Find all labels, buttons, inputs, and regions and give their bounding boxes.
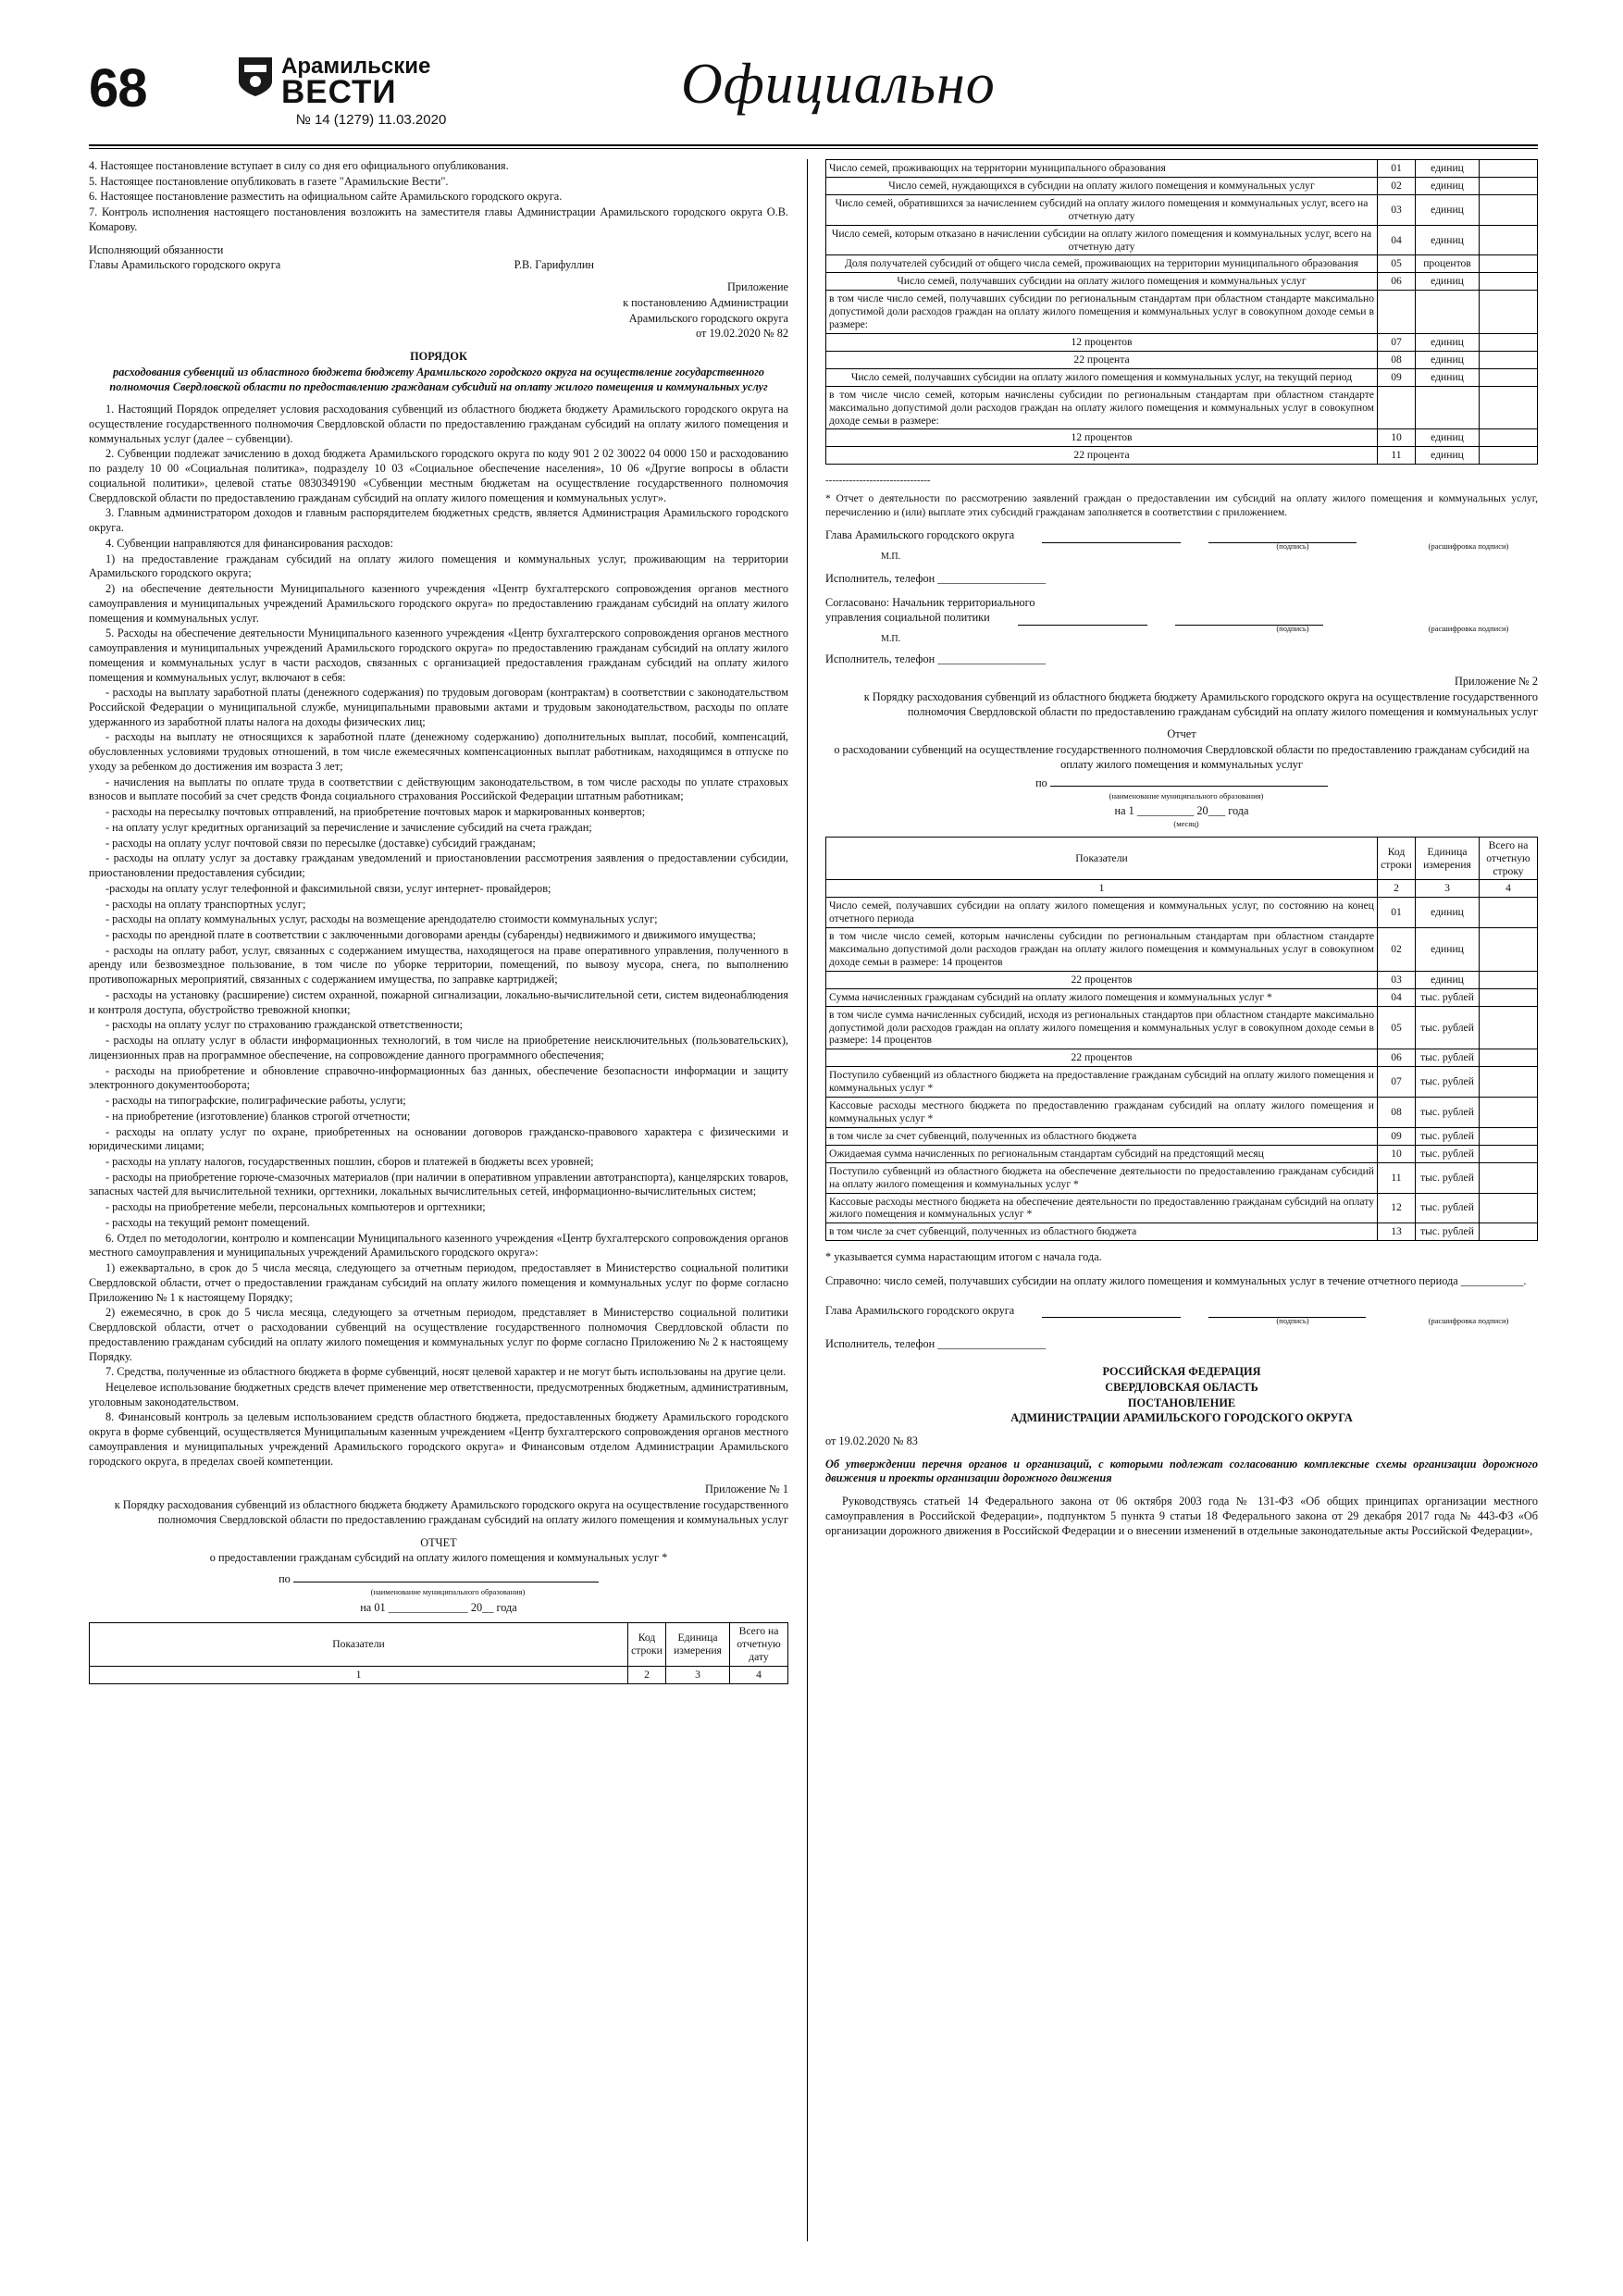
appendix-line: Арамильского городского округа: [628, 311, 788, 325]
row-code: 03: [1378, 971, 1416, 988]
order-paragraph: - расходы на типографские, полиграфические работы, услуги;: [105, 1094, 406, 1108]
decree-body: Руководствуясь статьей 14 Федерального закона от 06 октября 2003 года № 131-ФЗ «Об общих принципах организации местного самоуправления в Российской Федерации», подпунктом 5 пункта 9 статьи 18 Федерального закона от 29 декабря 2017 года № 443-ФЗ «Об организации дорожного движения в Российской Федерации и о внесении изменений в отдельные законодательные акты Российской Федерации»,: [825, 1495, 1538, 1537]
row-unit: тыс. рублей: [1416, 1098, 1480, 1128]
order-paragraph: -расходы на оплату услуг телефонной и факсимильной связи, услуг интернет- провайдеров;: [105, 881, 551, 895]
row-total: [1480, 447, 1538, 465]
decree-line-4: АДМИНИСТРАЦИИ АРАМИЛЬСКОГО ГОРОДСКОГО ОКРУГА: [1010, 1411, 1353, 1425]
row-code: 09: [1378, 368, 1416, 386]
order-paragraph: - расходы на оплату транспортных услуг;: [105, 897, 306, 911]
row-label: в том числе сумма начисленных субсидий, исходя из региональных стандартов при областном стандарте максимально допустимой доли расходов граждан на оплату жилого помещения и коммунальных услуг в совокупном доходе семьи в размере: 14 процентов: [826, 1006, 1378, 1049]
row-code: 05: [1378, 1006, 1416, 1049]
td2-num-1: 1: [826, 880, 1378, 898]
row-label: 12 процентов: [826, 429, 1378, 447]
report2-subtitle: о расходовании субвенций на осуществление государственного полномочия Свердловской области по предоставлению гражданам субсидий на оплату жилого помещения и коммунальных услуг: [834, 743, 1530, 771]
row-unit: тыс. рублей: [1416, 1162, 1480, 1193]
report2-table: [825, 837, 1538, 1242]
sig-head-label: Глава Арамильского городского округа: [825, 528, 1015, 542]
row-unit: тыс. рублей: [1416, 1223, 1480, 1241]
order-subtitle: расходования субвенций из областного бюджета бюджету Арамильского городского округа на осуществление государственного полномочия Свердловской области по предоставлению гражданам субсидий на оплату жилого помещения и коммунальных услуг: [109, 365, 768, 393]
decree-item: 4. Настоящее постановление вступает в силу со дня его официального опубликования.: [89, 159, 509, 172]
sig2-head-label: Глава Арамильского городского округа: [825, 1303, 1015, 1317]
table-row: [826, 225, 1538, 255]
order-paragraph: 5. Расходы на обеспечение деятельности Муниципального казенного учреждения «Центр бухгалтерского сопровождения органов местного самоуправления и муниципальных учреждений Арамильского городского округа» по предоставлению гражданам субсидий на оплату жилого помещения и коммунальных услуг в части расходов, связанных с организацией предоставления гражданам субсидий на оплату жилого помещения и коммунальных услуг, включают в себя:: [89, 627, 788, 684]
order-paragraph: 2) на обеспечение деятельности Муниципального казенного учреждения «Центр бухгалтерского сопровождения органов местного самоуправления и муниципальных учреждений Арамильского городского округа» по предоставлению гражданам субсидий на оплату жилого помещения и коммунальных услуг.: [89, 582, 788, 625]
decree-line-2: СВЕРДЛОВСКАЯ ОБЛАСТЬ: [1105, 1380, 1258, 1394]
order-paragraph: 4. Субвенции направляются для финансирования расходов:: [105, 536, 393, 550]
appendix2-body: к Порядку расходования субвенций из областного бюджета бюджету Арамильского городского округа на осуществление государственного полномочия Свердловской области по предоставлению гражданам субсидий на оплату жилого помещения и коммунальных услуг: [863, 689, 1538, 718]
table-row: [826, 1127, 1538, 1145]
th-total: Всего на отчетную дату: [730, 1623, 788, 1667]
row-total: [1480, 1006, 1538, 1049]
row-label: Число семей, обратившихся за начислением субсидий на оплату жилого помещения и коммунальных услуг, всего на отчетную дату: [826, 194, 1378, 225]
table-row: [826, 255, 1538, 273]
table-row: [826, 273, 1538, 291]
table-row: [826, 1067, 1538, 1098]
row-total: [1480, 1067, 1538, 1098]
table-row: [826, 988, 1538, 1006]
row-code: 10: [1378, 1145, 1416, 1162]
table-row: [826, 1162, 1538, 1193]
order-paragraph: - расходы на оплату услуг в области информационных технологий, в том числе на приобретение неисключительных (пользовательских), лицензионных прав на программное обеспечение, на сопровождение данного программного обеспечения;: [89, 1034, 788, 1061]
order-paragraph: 8. Финансовый контроль за целевым использованием средств областного бюджета, предоставленных бюджету Арамильского городского округа в форме субвенций, осуществляется Муниципальным казенным учреждением «Центр бухгалтерского сопровождения органов местного самоуправления и муниципальных учреждений Арамильского городского округа» и Финансовым отделом Администрации Арамильского городского округа, в пределах своей компетенции.: [89, 1410, 788, 1468]
sig2-note-signature: (подпись): [1276, 1316, 1309, 1326]
sig-executor-1: Исполнитель, телефон ___________________: [825, 572, 1047, 586]
row-label: Число семей, которым отказано в начислении субсидии на оплату жилого помещения и коммунальных услуг, всего на отчетную дату: [826, 225, 1378, 255]
footnote-divider: -------------------------------: [825, 475, 931, 487]
table-row: [826, 291, 1538, 334]
appendix-line: Приложение: [727, 280, 788, 294]
footnote-1: * Отчет о деятельности по рассмотрению заявлений граждан о предоставлении им субсидий на оплату жилого помещения и коммунальных услуг, перечислению и (или) выплате этих субсидий гражданам заполняется в соответствии с приложением.: [825, 493, 1538, 518]
order-paragraph: - начисления на выплаты по оплате труда в соответствии с действующим законодательством, в том числе расходы по уплате страховых взносов и выплате пособий за счет средств Фонда социального страхования Российской Федерации штатным работникам;: [89, 775, 788, 803]
order-paragraph: - расходы на приобретение мебели, персональных компьютеров и оргтехники;: [105, 1200, 486, 1214]
row-unit: тыс. рублей: [1416, 1127, 1480, 1145]
header-divider-2: [89, 148, 1538, 149]
row-code: 05: [1378, 255, 1416, 273]
row-unit: единиц: [1416, 194, 1480, 225]
td-num-2: 2: [628, 1667, 666, 1684]
row-total: [1480, 1127, 1538, 1145]
row-label: в том числе за счет субвенций, полученных из областного бюджета: [826, 1223, 1378, 1241]
order-paragraph: - на оплату услуг кредитных организаций за перечисление и зачисление субсидий на счета граждан;: [105, 820, 592, 834]
row-label: 12 процентов: [826, 333, 1378, 351]
order-paragraph: Нецелевое использование бюджетных средств влечет применение мер ответственности, предусмотренных бюджетным, административным, уголовным законодательством.: [89, 1381, 788, 1409]
order-paragraph: - расходы на установку (расширение) систем охранной, пожарной сигнализации, локально-вычислительной сети, систем видеонаблюдения и контроля доступа, обустройство тревожной кнопки;: [89, 987, 788, 1016]
order-paragraph: 1. Настоящий Порядок определяет условия расходования субвенций из областного бюджета бюджету Арамильского городского округа на осуществление государственного полномочия Свердловской области по предоставлению гражданам субсидий на оплату жилого помещения и коммунальных услуг (далее – субвенции).: [89, 403, 788, 445]
row-unit: тыс. рублей: [1416, 1049, 1480, 1067]
order-paragraph: 7. Средства, полученные из областного бюджета в форме субвенций, носят целевой характер и не могут быть использованы на другие цели.: [105, 1365, 787, 1379]
issue-info: № 14 (1279) 11.03.2020: [295, 112, 447, 128]
row-code: [1378, 291, 1416, 334]
report-subtitle: о предоставлении гражданам субсидий на оплату жилого помещения и коммунальных услуг *: [209, 1551, 668, 1565]
signer-role-1: Исполняющий обязанности: [89, 242, 224, 256]
decree-item: 5. Настоящее постановление опубликовать в газете "Арамильские Вести".: [89, 174, 449, 188]
mp-label-1: М.П.: [881, 551, 901, 562]
th-unit: Единица измерения: [666, 1623, 730, 1667]
row-total: [1480, 160, 1538, 178]
table-row: [826, 368, 1538, 386]
td-num-3: 3: [666, 1667, 730, 1684]
table-row: [826, 971, 1538, 988]
appendix-line: от 19.02.2020 № 82: [696, 327, 788, 341]
row-label: 22 процента: [826, 351, 1378, 368]
sig-note-name-2: (расшифровка подписи): [1428, 623, 1509, 633]
order-paragraph: - расходы на текущий ремонт помещений.: [105, 1215, 310, 1229]
row-unit: тыс. рублей: [1416, 1067, 1480, 1098]
table-row: [826, 429, 1538, 447]
decree-line-3: ПОСТАНОВЛЕНИЕ: [1127, 1396, 1236, 1409]
row-code: 08: [1378, 1098, 1416, 1128]
report1-table-continued: [825, 159, 1538, 465]
table-header-row: [90, 1623, 788, 1667]
order-paragraph: - расходы на выплату заработной платы (денежного содержания) по трудовым договорам (контрактам) в соответствии с законодательством Российской Федерации о муниципальной службе, муниципальными правовыми актами и трудовым законодательством, расходы по оплате удержанного из заработной платы налога на доходы физических лиц;: [89, 686, 788, 728]
row-total: [1480, 351, 1538, 368]
order-paragraph: - на приобретение (изготовление) бланков строгой отчетности;: [105, 1109, 411, 1123]
row-label: Доля получателей субсидий от общего числа семей, проживающих на территории муниципального образования: [826, 255, 1378, 273]
row-total: [1480, 291, 1538, 334]
table-row: [826, 898, 1538, 928]
signature-block-1: [825, 528, 1538, 667]
row-code: 07: [1378, 1067, 1416, 1098]
row-total: [1480, 273, 1538, 291]
page-number: 68: [89, 58, 147, 118]
th-code: Код строки: [628, 1623, 666, 1667]
sig-note-signature-2: (подпись): [1276, 623, 1309, 633]
row-label: в том числе число семей, которым начислены субсидии по региональным стандартам при областном стандарте максимально допустимой доли расходов граждан на оплату жилого помещения и коммунальных услуг в совокупном доходе семьи в размере: 14 процентов: [826, 928, 1378, 972]
table-row: [826, 194, 1538, 225]
row-code: 10: [1378, 429, 1416, 447]
row-total: [1480, 898, 1538, 928]
table-number-row: [90, 1667, 788, 1684]
row-unit: единиц: [1416, 225, 1480, 255]
row-label: Поступило субвенций из областного бюджета на обеспечение деятельности по предоставлению гражданам субсидий на оплату жилого помещения и коммунальных услуг *: [826, 1162, 1378, 1193]
signer-role-2: Главы Арамильского городского округа: [89, 258, 281, 272]
mp-label-2: М.П.: [881, 633, 901, 644]
row-unit: [1416, 291, 1480, 334]
table-row: [826, 177, 1538, 194]
row-unit: процентов: [1416, 255, 1480, 273]
row-total: [1480, 194, 1538, 225]
report1-table: [89, 1622, 788, 1684]
row-total: [1480, 386, 1538, 429]
row-label: 22 процентов: [826, 971, 1378, 988]
left-column: [89, 159, 788, 1684]
th-indicator: Показатели: [90, 1623, 628, 1667]
row-total: [1480, 255, 1538, 273]
order-paragraph: - расходы на приобретение и обновление справочно-информационных баз данных, обеспечение безопасности информации и защиту электронного документооборота;: [89, 1063, 788, 1092]
row-code: 01: [1378, 160, 1416, 178]
row-total: [1480, 333, 1538, 351]
row-code: 06: [1378, 273, 1416, 291]
sig-agree-line-2: управления социальной политики: [825, 610, 990, 624]
report-date-line: на 01 ______________ 20__ года: [360, 1600, 517, 1614]
sig2-note-name: (расшифровка подписи): [1428, 1316, 1509, 1326]
appendix1-title: Приложение № 1: [704, 1483, 788, 1496]
po-label: по: [279, 1572, 291, 1586]
row-code: 07: [1378, 333, 1416, 351]
order-paragraph: - расходы на оплату услуг по страхованию гражданской ответственности;: [105, 1018, 464, 1032]
column-divider: [807, 159, 808, 2241]
sig-agree-line-1: Согласовано: Начальник территориального: [825, 596, 1035, 610]
row-label: Кассовые расходы местного бюджета на обеспечение деятельности по предоставлению гражданам субсидий на оплату жилого помещения и коммунальных услуг *: [826, 1193, 1378, 1223]
table2-header-row: [826, 837, 1538, 880]
po-note: (наименование муниципального образования): [370, 1586, 526, 1596]
table-row: [826, 1049, 1538, 1067]
table-row: [826, 333, 1538, 351]
row-code: 02: [1378, 177, 1416, 194]
row-total: [1480, 928, 1538, 972]
footnote-2: * указывается сумма нарастающим итогом с начала года.: [825, 1250, 1102, 1264]
row-code: 02: [1378, 928, 1416, 972]
row-unit: [1416, 386, 1480, 429]
row-unit: тыс. рублей: [1416, 1145, 1480, 1162]
th2-code: Код строки: [1378, 837, 1416, 880]
td2-num-2: 2: [1378, 880, 1416, 898]
table2-number-row: [826, 880, 1538, 898]
row-code: 04: [1378, 988, 1416, 1006]
row-total: [1480, 1098, 1538, 1128]
row-code: 11: [1378, 447, 1416, 465]
report2-title: Отчет: [1167, 727, 1196, 741]
row-code: 04: [1378, 225, 1416, 255]
masthead: [89, 53, 1538, 139]
appendix1-body: к Порядку расходования субвенций из областного бюджета бюджету Арамильского городского округа на осуществление государственного полномочия Свердловской области по предоставлению гражданам субсидий на оплату жилого помещения и коммунальных услуг: [114, 1498, 788, 1526]
row-label: в том числе число семей, получавших субсидии по региональным стандартам при областном стандарте максимально допустимой доли расходов граждан на оплату жилого помещения и коммунальных услуг в совокупном доходе семьи в размере:: [826, 291, 1378, 334]
row-total: [1480, 177, 1538, 194]
reference-note: Справочно: число семей, получавших субсидии на оплату жилого помещения и коммунальных услуг в течение отчетного периода ___________.: [825, 1273, 1527, 1287]
td2-num-3: 3: [1416, 880, 1480, 898]
appendix-line: к постановлению Администрации: [623, 295, 788, 309]
signer-name: Р.В. Гарифуллин: [514, 258, 594, 272]
row-label: 22 процента: [826, 447, 1378, 465]
decree-line-1: РОССИЙСКАЯ ФЕДЕРАЦИЯ: [1102, 1365, 1261, 1379]
row-unit: единиц: [1416, 368, 1480, 386]
row-unit: единиц: [1416, 898, 1480, 928]
row-unit: единиц: [1416, 928, 1480, 972]
sig-executor-2: Исполнитель, телефон ___________________: [825, 652, 1047, 666]
row-code: 08: [1378, 351, 1416, 368]
row-code: [1378, 386, 1416, 429]
sig-note-signature: (подпись): [1276, 540, 1309, 551]
row-code: 13: [1378, 1223, 1416, 1241]
row-total: [1480, 368, 1538, 386]
table-row: [826, 160, 1538, 178]
row-unit: тыс. рублей: [1416, 988, 1480, 1006]
row-total: [1480, 225, 1538, 255]
order-paragraph: - расходы на уплату налогов, государственных пошлин, сборов и платежей в бюджеты всех уровней;: [105, 1155, 594, 1168]
row-total: [1480, 988, 1538, 1006]
order-paragraph: - расходы на приобретение горюче-смазочных материалов (при наличии в оперативном управлении автотранспорта), канцелярских товаров, запасных частей для вычислительной техники, оргтехники, локальных вычислительных сетей, информационно-вычислительных систем;: [89, 1170, 788, 1198]
right-column: [825, 159, 1538, 1539]
row-label: в том числе число семей, которым начислены субсидии по региональным стандартам при областном стандарте максимально допустимой доли расходов граждан на оплату жилого помещения и коммунальных услуг в совокупном доходе семьи в размере:: [826, 386, 1378, 429]
row-label: Поступило субвенций из областного бюджета на предоставление гражданам субсидий на оплату жилого помещения и коммунальных услуг *: [826, 1067, 1378, 1098]
row-label: Число семей, получавших субсидии на оплату жилого помещения и коммунальных услуг, по состоянию на конец отчетного периода: [826, 898, 1378, 928]
row-label: 22 процентов: [826, 1049, 1378, 1067]
order-paragraph: - расходы на оплату услуг почтовой связи по пересылке (доставке) субсидий гражданам;: [105, 836, 536, 850]
td-num-1: 1: [90, 1667, 628, 1684]
report2-date-note: (месяц): [1173, 818, 1199, 828]
po-note-2: (наименование муниципального образования): [1109, 791, 1264, 801]
table-row: [826, 1223, 1538, 1241]
order-paragraph: - расходы на оплату услуг за доставку гражданам уведомлений и приостановлении рассмотрения заявления о предоставлении субсидии, приостановлении предоставления субсидии;: [89, 851, 788, 880]
td-num-4: 4: [730, 1667, 788, 1684]
row-total: [1480, 1193, 1538, 1223]
row-total: [1480, 1145, 1538, 1162]
order-paragraph: 6. Отдел по методологии, контролю и компенсации Муниципального казенного учреждения «Центр бухгалтерского сопровождения органов местного самоуправления и муниципальных учреждений Арамильского городского округа»:: [89, 1231, 788, 1260]
row-unit: единиц: [1416, 351, 1480, 368]
sig-note-name: (расшифровка подписи): [1428, 540, 1509, 551]
report-title: ОТЧЕТ: [420, 1535, 457, 1549]
decree-item: 7. Контроль исполнения настоящего постановления возложить на заместителя главы Администрации Арамильского городского округа О.В. Комарову.: [89, 205, 788, 233]
row-label: в том числе за счет субвенций, полученных из областного бюджета: [826, 1127, 1378, 1145]
row-unit: единиц: [1416, 273, 1480, 291]
row-label: Число семей, проживающих на территории муниципального образования: [826, 160, 1378, 178]
row-label: Кассовые расходы местного бюджета по предоставлению гражданам субсидий на оплату жилого помещения и коммунальных услуг *: [826, 1098, 1378, 1128]
row-unit: единиц: [1416, 177, 1480, 194]
row-total: [1480, 1162, 1538, 1193]
table-row: [826, 1006, 1538, 1049]
newspaper-logo: [237, 56, 514, 128]
po-label-2: по: [1035, 776, 1047, 790]
signature-block-2: [825, 1304, 1538, 1352]
decree-date: от 19.02.2020 № 83: [825, 1434, 918, 1447]
order-paragraph: 1) на предоставление гражданам субсидий на оплату жилого помещения и коммунальных услуг, проживающим на территории Арамильского городского округа;: [89, 552, 788, 580]
row-label: Число семей, получавших субсидии на оплату жилого помещения и коммунальных услуг, на текущий период: [826, 368, 1378, 386]
order-paragraph: 2. Субвенции подлежат зачислению в доход бюджета Арамильского городского округа по коду 901 2 02 30022 04 0000 150 и расходованию по разделу 10 00 «Социальная политика», подразделу 10 03 «Социальное обеспечение населения», 10 06 «Другие вопросы в области социальной политики», целевой статье 0830349190 «Субвенции местным бюджетам на осуществление государственного полномочия Свердловской области по предоставлению гражданам субсидий на оплату жилого помещения и коммунальных услуг».: [89, 447, 788, 504]
row-code: 01: [1378, 898, 1416, 928]
th2-indicator: Показатели: [826, 837, 1378, 880]
order-paragraph: 2) ежемесячно, в срок до 5 числа месяца, следующего за отчетным периодом, представляет в Министерство социальной политики Свердловской области, отчет о расходовании субвенций на осуществление государственного полномочия Свердловской области по предоставлению гражданам субсидий на оплату жилого помещения и коммунальных услуг по форме согласно Приложению № 2 к настоящему Порядку.: [89, 1306, 788, 1363]
row-label: Ожидаемая сумма начисленных по региональным стандартам субсидий на предстоящий месяц: [826, 1145, 1378, 1162]
row-unit: единиц: [1416, 429, 1480, 447]
row-code: 11: [1378, 1162, 1416, 1193]
row-unit: тыс. рублей: [1416, 1193, 1480, 1223]
row-label: Сумма начисленных гражданам субсидий на оплату жилого помещения и коммунальных услуг *: [826, 988, 1378, 1006]
row-total: [1480, 971, 1538, 988]
order-paragraph: 1) ежеквартально, в срок до 5 числа месяца, следующего за отчетным периодом, предоставляет в Министерство социальной политики Свердловской области, отчет о предоставлении гражданам субсидий на оплату жилого помещения и коммунальных услуг по форме согласно Приложению № 1 к настоящему Порядку;: [89, 1261, 788, 1304]
order-title: ПОРЯДОК: [410, 350, 467, 364]
coat-of-arms-icon: [237, 56, 274, 98]
order-paragraph: - расходы на оплату работ, услуг, связанных с содержанием имущества, находящегося на праве оперативного управления, полученного в аренду или безвозмездное пользование, в том числе по уборке территории, помещений, по вывозу мусора, снега, по выполнению противопожарных мероприятий, связанных с содержанием имущества, по заправке картриджей;: [89, 943, 788, 987]
row-code: 12: [1378, 1193, 1416, 1223]
row-unit: единиц: [1416, 971, 1480, 988]
appendix2-title: Приложение № 2: [1454, 675, 1538, 689]
row-unit: единиц: [1416, 160, 1480, 178]
row-code: 03: [1378, 194, 1416, 225]
header-divider: [89, 144, 1538, 146]
row-total: [1480, 1223, 1538, 1241]
row-label: Число семей, нуждающихся в субсидии на оплату жилого помещения и коммунальных услуг: [826, 177, 1378, 194]
table-row: [826, 447, 1538, 465]
row-unit: тыс. рублей: [1416, 1006, 1480, 1049]
row-total: [1480, 1049, 1538, 1067]
order-paragraph: - расходы по арендной плате в соответствии с заключенными договорами аренды (субаренды) недвижимого и движимого имущества;: [105, 927, 756, 941]
order-paragraph: - расходы на пересылку почтовых отправлений, на приобретение почтовых марок и маркированных конвертов;: [105, 805, 646, 819]
table-row: [826, 351, 1538, 368]
logo-bottom-text: ВЕСТИ: [281, 74, 397, 110]
sig2-executor: Исполнитель, телефон ___________________: [825, 1337, 1047, 1351]
table-row: [826, 386, 1538, 429]
row-label: Число семей, получавших субсидии на оплату жилого помещения и коммунальных услуг: [826, 273, 1378, 291]
table-row: [826, 1098, 1538, 1128]
th2-unit: Единица измерения: [1416, 837, 1480, 880]
order-paragraph: - расходы на выплату не относящихся к заработной плате (денежному содержанию) дополнительных выплат, пособий, компенсаций, обусловленных условиями трудовых отношений, в том числе ежемесячных компенсационных выплат работникам, находящимся в отпуске по уходу за ребенком до достижения им возраста 3 лет;: [89, 730, 788, 773]
report2-date-line: на 1 __________ 20___ года: [1114, 804, 1249, 818]
table-row: [826, 1193, 1538, 1223]
row-code: 06: [1378, 1049, 1416, 1067]
table-row: [826, 928, 1538, 972]
row-code: 09: [1378, 1127, 1416, 1145]
decree-item: 6. Настоящее постановление разместить на официальном сайте Арамильского городского округа.: [89, 190, 563, 204]
order-paragraph: - расходы на оплату коммунальных услуг, расходы на возмещение арендодателю стоимости коммунальных услуг;: [105, 912, 658, 926]
order-paragraph: 3. Главным администратором доходов и главным распорядителем бюджетных средств, является Администрация Арамильского городского округа.: [89, 506, 788, 535]
order-paragraph: - расходы на оплату услуг по охране, приобретенных на основании договоров гражданско-правового характера с физическими и юридическими лицами;: [89, 1124, 788, 1153]
td2-num-4: 4: [1480, 880, 1538, 898]
row-total: [1480, 429, 1538, 447]
row-unit: единиц: [1416, 333, 1480, 351]
row-unit: единиц: [1416, 447, 1480, 465]
logo-top-text: Арамильские: [281, 54, 431, 79]
section-title: Официально: [681, 53, 996, 116]
th2-total: Всего на отчетную строку: [1480, 837, 1538, 880]
table-row: [826, 1145, 1538, 1162]
decree-title: Об утверждении перечня органов и организаций, с которыми подлежат согласованию комплексные схемы организации дорожного движения и проекты организации дорожного движения: [825, 1457, 1538, 1485]
